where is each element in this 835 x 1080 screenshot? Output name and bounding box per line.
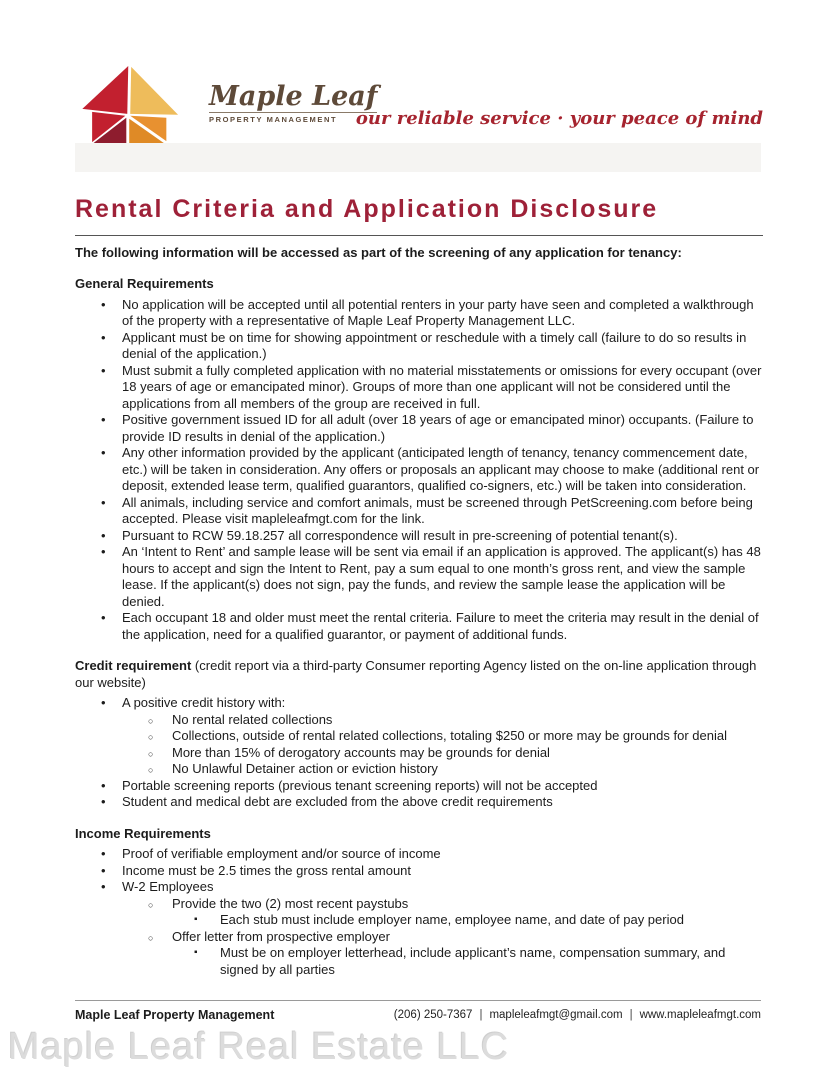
list-item: • Pursuant to RCW 59.18.257 all correspondence will result in pre-screening of potential tenant(s). bbox=[75, 528, 763, 545]
footer-company-name: Maple Leaf Property Management bbox=[75, 1008, 275, 1022]
title-underline bbox=[75, 235, 763, 236]
brand-name: Maple Leaf bbox=[209, 81, 378, 112]
footer bbox=[75, 1008, 761, 1022]
footer-separator: | bbox=[479, 1009, 483, 1021]
list-item: • Each occupant 18 and older must meet the rental criteria. Failure to meet the criteria may result in the denial of the application, need for a qualified guarantor, or payment of additional funds. bbox=[75, 610, 763, 643]
intro-text: The following information will be accessed as part of the screening of any application for tenancy: bbox=[75, 245, 682, 260]
list-item: ○ More than 15% of derogatory accounts may be grounds for denial bbox=[75, 745, 763, 762]
footer-separator: | bbox=[629, 1009, 633, 1021]
logo-triangle bbox=[130, 67, 178, 115]
section-income-requirements bbox=[75, 826, 763, 979]
section-general-requirements bbox=[75, 276, 763, 643]
list-item: ▪ Must be on employer letterhead, include applicant’s name, compensation summary, and signed by all parties bbox=[75, 945, 763, 978]
page-title: Rental Criteria and Application Disclosure bbox=[75, 195, 659, 223]
footer-email: mapleleafmgt@gmail.com bbox=[489, 1009, 623, 1021]
list-item: ○ No rental related collections bbox=[75, 712, 763, 729]
footer-website: www.mapleleafmgt.com bbox=[639, 1009, 761, 1021]
document-body bbox=[75, 194, 763, 978]
list-item: • A positive credit history with: bbox=[75, 695, 763, 712]
footer-contact-info bbox=[394, 1009, 761, 1021]
list-item: • Positive government issued ID for all adult (over 18 years of age or emancipated minor) occupants. (Failure to provide ID results in denial of the application.) bbox=[75, 412, 763, 445]
brand-subtitle: PROPERTY MANAGEMENT bbox=[209, 112, 377, 124]
section-heading: General Requirements bbox=[75, 276, 214, 291]
list-item: • Any other information provided by the applicant (anticipated length of tenancy, tenancy commencement date, etc.) will be taken in consideration. Any offers or proposals an applicant may choose to make (additional rent or deposit, extended lease term, qualified guarantors, qualified co-signers, etc.) will be taken into consideration. bbox=[75, 445, 763, 495]
list-item: ○ Provide the two (2) most recent paystubs bbox=[75, 896, 763, 913]
watermark-text: Maple Leaf Real Estate LLC bbox=[8, 1026, 510, 1068]
brand-tagline: our reliable service · your peace of mind bbox=[355, 108, 763, 129]
list-item: • Applicant must be on time for showing appointment or reschedule with a timely call (failure to do so results in denial of the application.) bbox=[75, 330, 763, 363]
list-item: ○ Collections, outside of rental related collections, totaling $250 or more may be grounds for denial bbox=[75, 728, 763, 745]
general-requirements-list bbox=[75, 297, 763, 644]
list-item: • Must submit a fully completed application with no material misstatements or omissions for every occupant (over 18 years of age or emancipated minor). Groups of more than one applicant will not be considered until the applications from all members of the group are received in full. bbox=[75, 363, 763, 413]
list-item: • Student and medical debt are excluded from the above credit requirements bbox=[75, 794, 763, 811]
list-item: • Proof of verifiable employment and/or source of income bbox=[75, 846, 763, 863]
credit-requirement-list bbox=[75, 695, 763, 811]
footer-divider bbox=[75, 1000, 761, 1001]
section-heading: Credit requirement (credit report via a third-party Consumer reporting Agency listed on the on-line application through our website) bbox=[75, 658, 757, 690]
income-requirements-list bbox=[75, 846, 763, 978]
brand-text bbox=[209, 81, 378, 124]
house-logo-icon bbox=[75, 64, 203, 148]
list-item: • W-2 Employees bbox=[75, 879, 763, 896]
list-item: • Portable screening reports (previous tenant screening reports) will not be accepted bbox=[75, 778, 763, 795]
list-item: ○ No Unlawful Detainer action or eviction history bbox=[75, 761, 763, 778]
list-item: • All animals, including service and comfort animals, must be screened through PetScreening.com before being accepted. Please visit mapleleafmgt.com for the link. bbox=[75, 495, 763, 528]
header-band bbox=[75, 143, 761, 172]
section-credit-requirement bbox=[75, 658, 763, 811]
list-item: ○ Offer letter from prospective employer bbox=[75, 929, 763, 946]
section-heading: Income Requirements bbox=[75, 825, 211, 841]
list-item: • Income must be 2.5 times the gross rental amount bbox=[75, 863, 763, 880]
list-item: • An ‘Intent to Rent’ and sample lease will be sent via email if an application is approved. The applicant(s) has 48 hours to accept and sign the Intent to Rent, pay a sum equal to one month’s gross rent, and view the sample lease. If the applicant(s) does not sign, pay the funds, and review the sample lease the application will be denied. bbox=[75, 544, 763, 610]
list-item: • No application will be accepted until all potential renters in your party have seen and completed a walkthrough of the property with a representative of Maple Leaf Property Management LLC. bbox=[75, 297, 763, 330]
list-item: ▪ Each stub must include employer name, employee name, and date of pay period bbox=[75, 912, 763, 929]
footer-phone: (206) 250-7367 bbox=[393, 1009, 473, 1021]
company-logo bbox=[75, 64, 377, 148]
logo-triangle bbox=[82, 66, 128, 114]
